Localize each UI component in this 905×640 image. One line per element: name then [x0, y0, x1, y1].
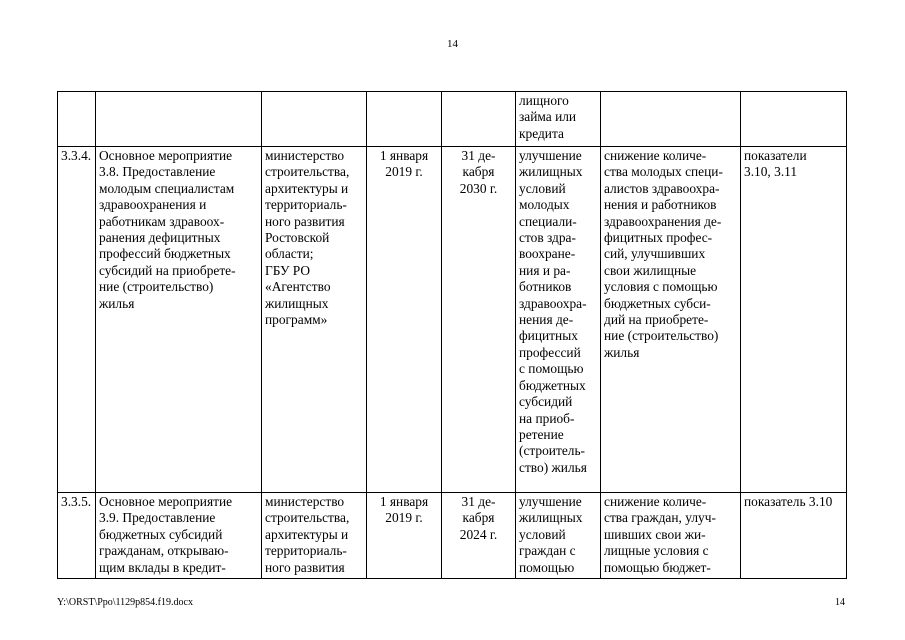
cell-indicators: показатели 3.10, 3.11 — [741, 147, 847, 493]
cell-end-date — [442, 92, 516, 147]
cell-executor — [262, 92, 367, 147]
footer-file-path: Y:\ORST\Ppo\1129p854.f19.docx — [57, 597, 193, 608]
cell-number — [58, 92, 96, 147]
cell-expected-result: лищного займа или кредита — [516, 92, 601, 147]
cell-expected-result: улучшение жилищных условий молодых специали- стов здра- воохране- ния и ра- ботников здравоохра- нения де- фицитных профессий с помощью бюджетных субсидий на приоб- ретение (строитель- ство) жилья — [516, 147, 601, 493]
page-number-top: 14 — [447, 38, 458, 50]
table-row-3-3-5 — [58, 493, 847, 579]
table-row-continuation — [58, 92, 847, 147]
footer-page-number: 14 — [835, 597, 845, 608]
cell-consequence: снижение количе- ства молодых специ- алистов здравоохра- нения и работников здравоохранения де- фицитных профес- сий, улучшивших свои жилищные условия с помощью бюджетных субси- дий на приобрете- ние (строительство) жилья — [601, 147, 741, 493]
table-row-3-3-4 — [58, 147, 847, 493]
cell-executor: министерство строительства, архитектуры и территориаль- ного развития Ростовской области; ГБУ РО «Агентство жилищных программ» — [262, 147, 367, 493]
cell-executor: министерство строительства, архитектуры и территориаль- ного развития — [262, 493, 367, 579]
cell-measure-name: Основное мероприятие 3.8. Предоставление молодым специалистам здравоохранения и работникам здравоох- ранения дефицитных профессий бюджетных субсидий на приобрете- ние (строительство) жилья — [96, 147, 262, 493]
cell-consequence — [601, 92, 741, 147]
cell-measure-name: Основное мероприятие 3.9. Предоставление бюджетных субсидий гражданам, открываю- щим вклады в кредит- — [96, 493, 262, 579]
cell-indicators: показатель 3.10 — [741, 493, 847, 579]
cell-number: 3.3.5. — [58, 493, 96, 579]
cell-expected-result: улучшение жилищных условий граждан с помощью — [516, 493, 601, 579]
cell-start-date: 1 января 2019 г. — [367, 147, 442, 493]
cell-number: 3.3.4. — [58, 147, 96, 493]
program-measures-table — [57, 91, 847, 579]
cell-end-date: 31 де- кабря 2030 г. — [442, 147, 516, 493]
cell-start-date — [367, 92, 442, 147]
cell-indicators — [741, 92, 847, 147]
cell-end-date: 31 де- кабря 2024 г. — [442, 493, 516, 579]
cell-start-date: 1 января 2019 г. — [367, 493, 442, 579]
cell-consequence: снижение количе- ства граждан, улуч- шивших свои жи- лищные условия с помощью бюджет- — [601, 493, 741, 579]
cell-measure-name — [96, 92, 262, 147]
